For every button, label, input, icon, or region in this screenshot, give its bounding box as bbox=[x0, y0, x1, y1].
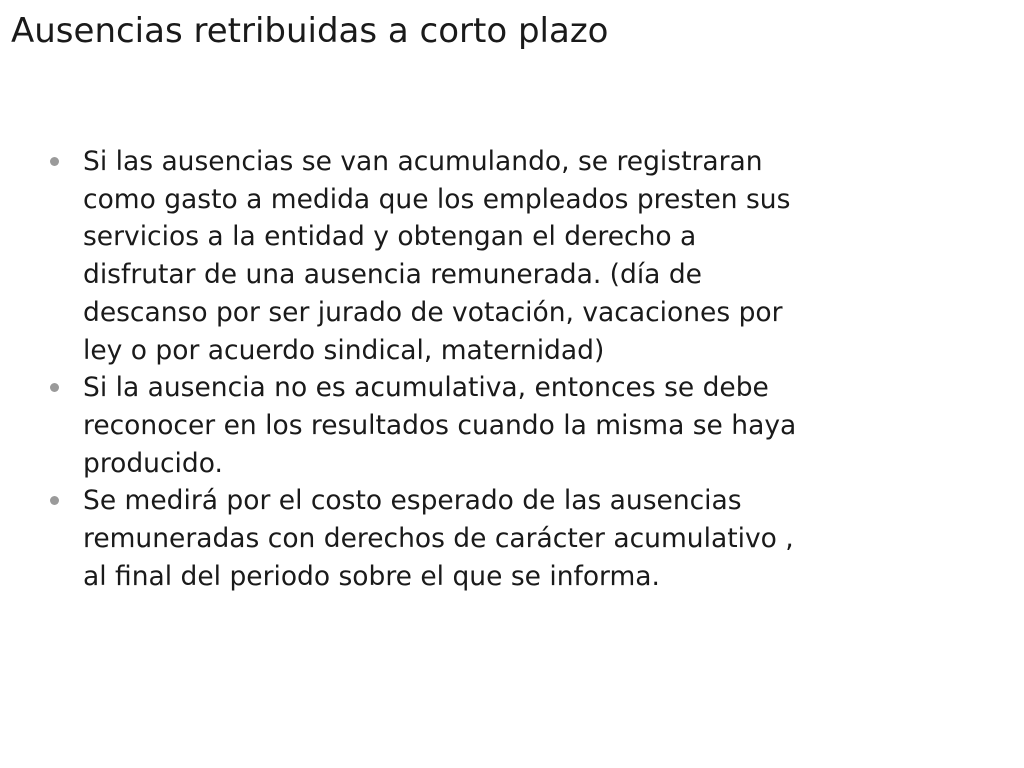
bullet-line: servicios a la entidad y obtengan el derecho a bbox=[83, 221, 697, 253]
bullet-item bbox=[46, 482, 946, 595]
bullet-line: disfrutar de una ausencia remunerada. (día de bbox=[83, 259, 702, 291]
bullet-line: Si la ausencia no es acumulativa, entonces se debe bbox=[83, 372, 769, 404]
bullet-line: remuneradas con derechos de carácter acumulativo , bbox=[83, 523, 794, 555]
bullet-list bbox=[46, 143, 946, 595]
bullet-item bbox=[46, 369, 946, 482]
bullet-line: producido. bbox=[83, 447, 223, 479]
bullet-dot-icon bbox=[50, 383, 59, 392]
bullet-dot-icon bbox=[50, 157, 59, 166]
bullet-line: ley o por acuerdo sindical, maternidad) bbox=[83, 334, 605, 366]
bullet-item bbox=[46, 143, 946, 369]
bullet-line: como gasto a medida que los empleados presten sus bbox=[83, 183, 791, 215]
bullet-line: al final del periodo sobre el que se informa. bbox=[83, 560, 660, 592]
slide-title: Ausencias retribuidas a corto plazo bbox=[11, 11, 609, 51]
bullet-dot-icon bbox=[50, 496, 59, 505]
bullet-line: Se medirá por el costo esperado de las ausencias bbox=[83, 485, 742, 517]
bullet-line: Si las ausencias se van acumulando, se registraran bbox=[83, 146, 763, 177]
bullet-line: descanso por ser jurado de votación, vacaciones por bbox=[83, 296, 783, 328]
bullet-line: reconocer en los resultados cuando la misma se haya bbox=[83, 409, 797, 441]
